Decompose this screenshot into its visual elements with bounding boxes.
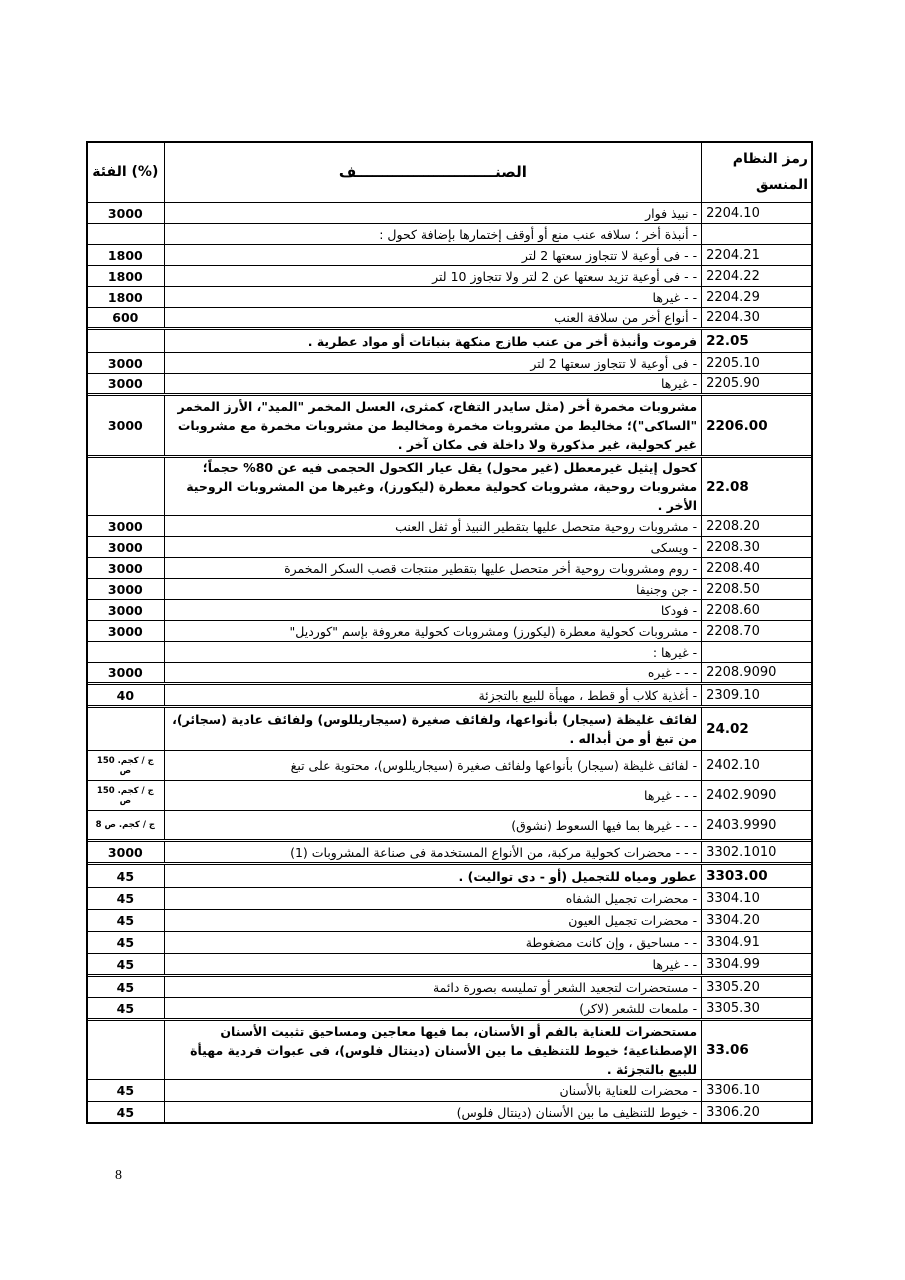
table-row bbox=[87, 537, 813, 558]
hs-code-cell: 2204.10 bbox=[702, 203, 813, 224]
description-cell: - ويسكى bbox=[164, 537, 701, 558]
table-row bbox=[87, 457, 813, 516]
rate-cell: 45 bbox=[87, 932, 165, 954]
table-row bbox=[87, 621, 813, 642]
table-header-row bbox=[87, 142, 813, 203]
hs-code-cell: 3304.10 bbox=[702, 888, 813, 910]
rate-cell: 45 bbox=[87, 976, 165, 998]
description-cell: - فودكا bbox=[164, 600, 701, 621]
description-cell: - مشروبات روحية متحصل عليها بتقطير النبيذ أو ثفل العنب bbox=[164, 516, 701, 537]
table-row bbox=[87, 600, 813, 621]
rate-cell bbox=[87, 707, 165, 751]
table-row bbox=[87, 932, 813, 954]
description-cell: - غيرها bbox=[164, 374, 701, 395]
rate-cell: 3000 bbox=[87, 516, 165, 537]
rate-cell: 45 bbox=[87, 998, 165, 1020]
hs-code-cell: 2403.9990 bbox=[702, 811, 813, 841]
hs-code-cell: 2208.40 bbox=[702, 558, 813, 579]
description-cell: - محضرات للعناية بالأسنان bbox=[164, 1080, 701, 1102]
rate-cell: 3000 bbox=[87, 203, 165, 224]
table-row bbox=[87, 353, 813, 374]
header-rate: الفئة (%) bbox=[87, 142, 165, 203]
hs-code-cell: 2309.10 bbox=[702, 684, 813, 707]
rate-cell: 45 bbox=[87, 954, 165, 976]
header-code: رمز النظام المنسق bbox=[702, 142, 813, 203]
description-cell: - - مساحيق ، وإن كانت مضغوطة bbox=[164, 932, 701, 954]
header-description: الصنـــــــــــــــــــــــــــف bbox=[164, 142, 701, 203]
hs-code-cell: 2208.20 bbox=[702, 516, 813, 537]
table-row bbox=[87, 864, 813, 888]
rate-cell bbox=[87, 329, 165, 353]
rate-cell: 45 bbox=[87, 888, 165, 910]
rate-cell: 8 ج / كجم. ص bbox=[87, 811, 165, 841]
description-cell: - روم ومشروبات روحية أخر متحصل عليها بتقطير منتجات قصب السكر المخمرة bbox=[164, 558, 701, 579]
table-row bbox=[87, 245, 813, 266]
description-cell: فرموت وأنبذة أخر من عنب طازج منكهة بنباتات أو مواد عطرية . bbox=[164, 329, 701, 353]
table-row bbox=[87, 976, 813, 998]
rate-cell: 3000 bbox=[87, 579, 165, 600]
description-cell: عطور ومياه للتجميل (أو - دى تواليت) . bbox=[164, 864, 701, 888]
hs-code-cell: 2208.70 bbox=[702, 621, 813, 642]
rate-cell: 3000 bbox=[87, 841, 165, 864]
hs-code-cell: 2206.00 bbox=[702, 395, 813, 457]
rate-cell: 1800 bbox=[87, 245, 165, 266]
table-row bbox=[87, 811, 813, 841]
rate-cell: 3000 bbox=[87, 353, 165, 374]
description-cell: - غيرها : bbox=[164, 642, 701, 663]
rate-cell: 3000 bbox=[87, 558, 165, 579]
hs-code-cell: 24.02 bbox=[702, 707, 813, 751]
hs-code-cell: 3306.20 bbox=[702, 1102, 813, 1124]
description-cell: - خيوط للتنظيف ما بين الأسنان (دينتال فلوس) bbox=[164, 1102, 701, 1124]
hs-code-cell: 33.06 bbox=[702, 1020, 813, 1080]
table-row bbox=[87, 663, 813, 684]
description-cell: كحول إيثيل غيرمعطل (غير محول) يقل عيار الكحول الحجمى فيه عن 80% حجماً؛ مشروبات روحية، مشروبات كحولية معطرة (ليكورز)، وغيرها من المشروبات الروحية الأخر . bbox=[164, 457, 701, 516]
hs-code-cell: 22.05 bbox=[702, 329, 813, 353]
hs-code-cell: 3305.20 bbox=[702, 976, 813, 998]
table-row bbox=[87, 998, 813, 1020]
table-row bbox=[87, 203, 813, 224]
hs-code-cell: 2208.50 bbox=[702, 579, 813, 600]
description-cell: - - فى أوعية تزيد سعتها عن 2 لتر ولا تتجاوز 10 لتر bbox=[164, 266, 701, 287]
tariff-table-body bbox=[87, 142, 813, 1124]
rate-cell: 3000 bbox=[87, 600, 165, 621]
table-row bbox=[87, 308, 813, 329]
page-number: 8 bbox=[115, 1168, 122, 1183]
table-row bbox=[87, 287, 813, 308]
hs-code-cell: 2402.10 bbox=[702, 751, 813, 781]
rate-cell bbox=[87, 457, 165, 516]
description-cell: - لفائف غليظة (سيجار) بأنواعها ولفائف صغيرة (سيجاريللوس)، محتوية على تبغ bbox=[164, 751, 701, 781]
description-cell: لفائف غليظة (سيجار) بأنواعها، ولفائف صغيرة (سيجاريللوس) ولفائف عادية (سجائر)، من تبغ أو من أبداله . bbox=[164, 707, 701, 751]
description-cell: - - غيرها bbox=[164, 287, 701, 308]
table-row bbox=[87, 1102, 813, 1124]
table-row bbox=[87, 224, 813, 245]
description-cell: - نبيذ فوار bbox=[164, 203, 701, 224]
rate-cell: 3000 bbox=[87, 395, 165, 457]
rate-cell bbox=[87, 224, 165, 245]
description-cell: - محضرات تجميل الشفاه bbox=[164, 888, 701, 910]
hs-code-cell: 3306.10 bbox=[702, 1080, 813, 1102]
hs-code-cell: 3304.20 bbox=[702, 910, 813, 932]
description-cell: - - - غيرها بما فيها السعوط (نشوق) bbox=[164, 811, 701, 841]
rate-cell: 3000 bbox=[87, 537, 165, 558]
table-row bbox=[87, 751, 813, 781]
table-row bbox=[87, 516, 813, 537]
rate-cell: 45 bbox=[87, 1080, 165, 1102]
hs-code-cell: 3303.00 bbox=[702, 864, 813, 888]
hs-code-cell: 2208.9090 bbox=[702, 663, 813, 684]
hs-code-cell: 2205.90 bbox=[702, 374, 813, 395]
description-cell: - محضرات تجميل العيون bbox=[164, 910, 701, 932]
table-row bbox=[87, 841, 813, 864]
hs-code-cell: 2205.10 bbox=[702, 353, 813, 374]
table-row bbox=[87, 781, 813, 811]
description-cell: - - - غيرها bbox=[164, 781, 701, 811]
hs-code-cell: 2402.9090 bbox=[702, 781, 813, 811]
rate-cell: 45 bbox=[87, 1102, 165, 1124]
hs-code-cell: 2204.29 bbox=[702, 287, 813, 308]
rate-cell: 45 bbox=[87, 864, 165, 888]
hs-code-cell: 3304.91 bbox=[702, 932, 813, 954]
description-cell: - - غيرها bbox=[164, 954, 701, 976]
table-row bbox=[87, 684, 813, 707]
description-cell: مشروبات مخمرة أخر (مثل سايدر التفاح، كمثرى، العسل المخمر "الميد"، الأرز المخمر "الساكى")؛ مخاليط من مشروبات مخمرة ومخاليط من مشروبات مخمرة مع مشروبات غير كحولية، غير مذكورة ولا داخلة فى مكان آخر . bbox=[164, 395, 701, 457]
table-row bbox=[87, 888, 813, 910]
rate-cell: 1800 bbox=[87, 287, 165, 308]
rate-cell: 40 bbox=[87, 684, 165, 707]
table-row bbox=[87, 1020, 813, 1080]
hs-code-cell: 2204.22 bbox=[702, 266, 813, 287]
table-row bbox=[87, 558, 813, 579]
tariff-table bbox=[86, 141, 813, 1124]
description-cell: - أنبذة أخر ؛ سلافه عنب منع أو أوقف إختمارها بإضافة كحول : bbox=[164, 224, 701, 245]
description-cell: - مشروبات كحولية معطرة (ليكورز) ومشروبات كحولية معروفة بإسم "كورديل" bbox=[164, 621, 701, 642]
table-row bbox=[87, 579, 813, 600]
description-cell: - أنواع أخر من سلافة العنب bbox=[164, 308, 701, 329]
hs-code-cell bbox=[702, 642, 813, 663]
rate-cell: 3000 bbox=[87, 663, 165, 684]
description-cell: - - - غيره bbox=[164, 663, 701, 684]
table-row bbox=[87, 266, 813, 287]
description-cell: - فى أوعية لا تتجاوز سعتها 2 لتر bbox=[164, 353, 701, 374]
description-cell: مستحضرات للعناية بالفم أو الأسنان، بما فيها معاجين ومساحيق تثبيت الأسنان الإصطناعية؛ خيوط للتنظيف ما بين الأسنان (دينتال فلوس)، فى عبوات فردية مهيأة للبيع بالتجزئة . bbox=[164, 1020, 701, 1080]
table-row bbox=[87, 374, 813, 395]
description-cell: - - فى أوعية لا تتجاوز سعتها 2 لتر bbox=[164, 245, 701, 266]
hs-code-cell: 2208.30 bbox=[702, 537, 813, 558]
description-cell: - أغذية كلاب أو قطط ، مهيأة للبيع بالتجزئة bbox=[164, 684, 701, 707]
rate-cell: 600 bbox=[87, 308, 165, 329]
hs-code-cell bbox=[702, 224, 813, 245]
description-cell: - - - محضرات كحولية مركبة، من الأنواع المستخدمة فى صناعة المشروبات (1) bbox=[164, 841, 701, 864]
table-row bbox=[87, 642, 813, 663]
table-row bbox=[87, 910, 813, 932]
description-cell: - ملمعات للشعر (لاكر) bbox=[164, 998, 701, 1020]
rate-cell: 45 bbox=[87, 910, 165, 932]
rate-cell bbox=[87, 642, 165, 663]
rate-cell: 3000 bbox=[87, 374, 165, 395]
hs-code-cell: 22.08 bbox=[702, 457, 813, 516]
table-row bbox=[87, 954, 813, 976]
rate-cell: 3000 bbox=[87, 621, 165, 642]
hs-code-cell: 2208.60 bbox=[702, 600, 813, 621]
rate-cell: 1800 bbox=[87, 266, 165, 287]
hs-code-cell: 3302.1010 bbox=[702, 841, 813, 864]
table-row bbox=[87, 1080, 813, 1102]
hs-code-cell: 3305.30 bbox=[702, 998, 813, 1020]
hs-code-cell: 2204.30 bbox=[702, 308, 813, 329]
description-cell: - مستحضرات لتجعيد الشعر أو تمليسه بصورة دائمة bbox=[164, 976, 701, 998]
hs-code-cell: 3304.99 bbox=[702, 954, 813, 976]
rate-cell: 150 ج / كجم. ص bbox=[87, 751, 165, 781]
hs-code-cell: 2204.21 bbox=[702, 245, 813, 266]
rate-cell: 150 ج / كجم. ص bbox=[87, 781, 165, 811]
table-row bbox=[87, 395, 813, 457]
rate-cell bbox=[87, 1020, 165, 1080]
table-row bbox=[87, 329, 813, 353]
description-cell: - جن وجنيفا bbox=[164, 579, 701, 600]
table-row bbox=[87, 707, 813, 751]
